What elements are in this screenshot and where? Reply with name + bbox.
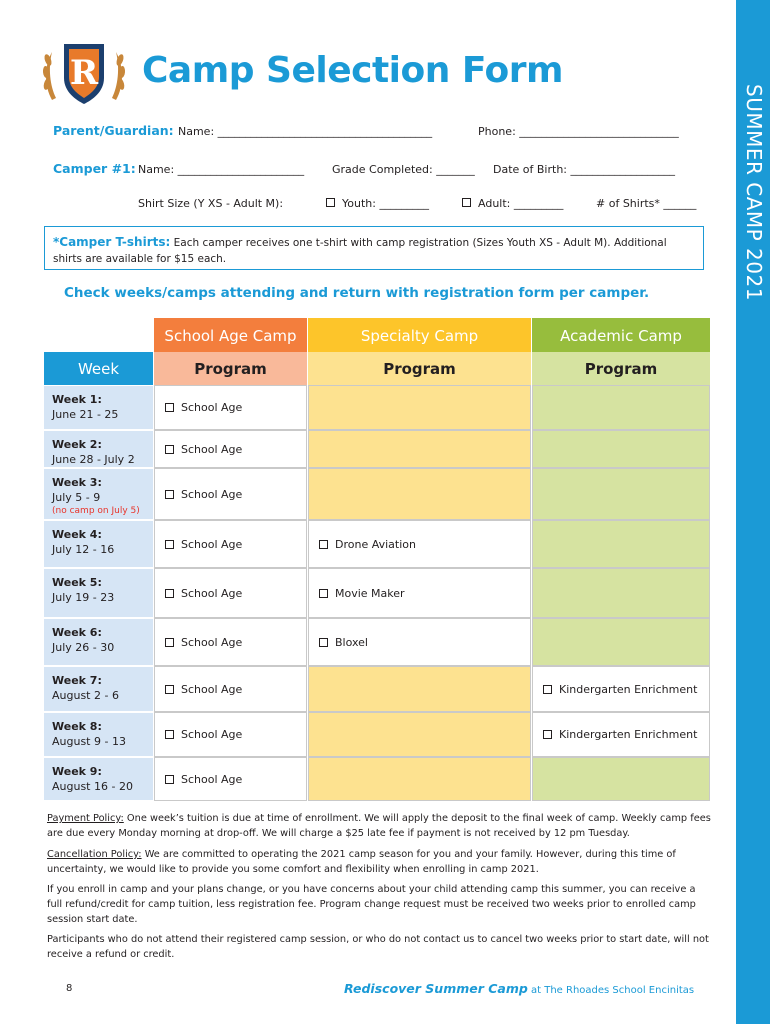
date-of-birth-field[interactable]: Date of Birth: ___________________ bbox=[493, 163, 675, 176]
academic-option-label: Kindergarten Enrichment bbox=[559, 728, 698, 741]
specialty-option[interactable] bbox=[308, 520, 531, 568]
checkbox-icon bbox=[543, 685, 552, 694]
academic-option[interactable] bbox=[532, 712, 710, 757]
academic-option[interactable] bbox=[532, 666, 710, 712]
week-cell bbox=[44, 385, 153, 430]
week-label: Week 3: bbox=[52, 476, 102, 489]
footer-location: at The Rhoades School Encinitas bbox=[527, 985, 695, 996]
checkbox-icon bbox=[165, 685, 174, 694]
specialty-program-header: Program bbox=[308, 352, 531, 385]
refund-policy: If you enroll in camp and your plans change, or you have concerns about your child attending camp this summer, you can receive a full refund/credit for camp tuition, less registration fee. Program change request must be received two weeks prior to enrolled camp session start date. bbox=[47, 884, 696, 925]
school-age-option-label: School Age bbox=[181, 635, 243, 649]
checkbox-icon bbox=[165, 540, 174, 549]
academic-program-header: Program bbox=[532, 352, 710, 385]
week-label: Week 8: bbox=[52, 720, 102, 733]
academic-option-label: Kindergarten Enrichment bbox=[559, 682, 698, 696]
school-age-header: School Age Camp bbox=[154, 318, 307, 353]
payment-policy-text: One week’s tuition is due at time of enrollment. We will apply the deposit to the final week of camp. Weekly camp fees are due every Monday morning at drop-off. We will charge a $25 late fee if payment is not received by 12 pm Tuesday. bbox=[47, 813, 711, 839]
school-age-program-header: Program bbox=[154, 352, 307, 385]
academic-empty-cell bbox=[532, 618, 710, 666]
school-age-option[interactable] bbox=[154, 712, 307, 757]
week-dates: August 9 - 13 bbox=[52, 735, 126, 748]
specialty-option-label: Movie Maker bbox=[335, 586, 405, 600]
week-label: Week 5: bbox=[52, 576, 102, 589]
week-label: Week 7: bbox=[52, 674, 102, 687]
school-age-option[interactable] bbox=[154, 468, 307, 520]
youth-shirt-option[interactable] bbox=[326, 197, 429, 210]
shirt-size-label: Shirt Size (Y XS - Adult M): bbox=[138, 197, 284, 210]
school-age-option[interactable] bbox=[154, 385, 307, 430]
checkbox-icon bbox=[462, 198, 471, 207]
specialty-empty-cell bbox=[308, 468, 531, 520]
parent-label: Parent/Guardian: bbox=[53, 123, 174, 138]
tshirt-notice-text: Each camper receives one t-shirt with camp registration (Sizes Youth XS - Adult M). Additional shirts are available for $15 each. bbox=[53, 237, 667, 265]
school-age-option[interactable] bbox=[154, 666, 307, 712]
tshirt-notice bbox=[44, 226, 704, 270]
cancellation-policy-label: Cancellation Policy: bbox=[47, 849, 142, 860]
week-label: Week 9: bbox=[52, 765, 102, 778]
adult-shirt-option[interactable] bbox=[462, 197, 563, 210]
specialty-header: Specialty Camp bbox=[308, 318, 531, 353]
school-age-option-label: School Age bbox=[181, 586, 243, 600]
week-dates: August 16 - 20 bbox=[52, 780, 133, 793]
logo-letter: R bbox=[69, 53, 99, 93]
specialty-empty-cell bbox=[308, 385, 531, 430]
week-cell bbox=[44, 568, 153, 618]
specialty-empty-cell bbox=[308, 757, 531, 801]
shirt-count-field[interactable]: # of Shirts* ______ bbox=[596, 197, 697, 210]
week-dates: June 28 - July 2 bbox=[52, 453, 135, 466]
week-dates: August 2 - 6 bbox=[52, 689, 119, 702]
week-cell bbox=[44, 468, 153, 520]
school-crest-logo bbox=[42, 38, 126, 108]
school-age-option-label: School Age bbox=[181, 728, 243, 741]
checkbox-icon bbox=[326, 198, 335, 207]
school-age-option[interactable] bbox=[154, 520, 307, 568]
footer bbox=[344, 981, 694, 996]
week-note: (no camp on July 5) bbox=[52, 506, 140, 516]
checkbox-icon bbox=[319, 589, 328, 598]
checkbox-icon bbox=[165, 638, 174, 647]
week-label: Week 6: bbox=[52, 626, 102, 639]
week-cell bbox=[44, 618, 153, 666]
school-age-option[interactable] bbox=[154, 568, 307, 618]
week-label: Week 2: bbox=[52, 438, 102, 451]
school-age-option[interactable] bbox=[154, 430, 307, 468]
parent-name-field[interactable]: Name: _______________________________________ bbox=[178, 125, 433, 138]
payment-policy bbox=[47, 811, 712, 841]
school-age-option-label: School Age bbox=[181, 682, 243, 696]
payment-policy-label: Payment Policy: bbox=[47, 813, 124, 824]
specialty-empty-cell bbox=[308, 712, 531, 757]
cancellation-policy-text: We are committed to operating the 2021 camp season for you and your family. However, during this time of uncertainty, we would like to provide you some comfort and flexibility when enrolling in camp 2021. bbox=[47, 849, 676, 875]
checkbox-icon bbox=[165, 490, 174, 499]
school-age-option-label: School Age bbox=[181, 537, 243, 551]
footer-brand: Rediscover Summer Camp bbox=[344, 981, 528, 996]
specialty-option[interactable] bbox=[308, 568, 531, 618]
academic-empty-cell bbox=[532, 385, 710, 430]
youth-shirt-label: Youth: _________ bbox=[342, 197, 429, 210]
specialty-option-label: Bloxel bbox=[335, 635, 368, 649]
week-dates: June 21 - 25 bbox=[52, 408, 119, 421]
week-cell bbox=[44, 757, 153, 801]
instructions: Check weeks/camps attending and return with registration form per camper. bbox=[64, 285, 650, 301]
week-dates: July 5 - 9 bbox=[52, 491, 101, 504]
school-age-option-label: School Age bbox=[181, 487, 243, 501]
checkbox-icon bbox=[165, 403, 174, 412]
camper-name-field[interactable]: Name: _______________________ bbox=[138, 163, 305, 176]
school-age-option-label: School Age bbox=[181, 442, 243, 456]
adult-shirt-label: Adult: _________ bbox=[478, 197, 564, 210]
school-age-option[interactable] bbox=[154, 618, 307, 666]
specialty-empty-cell bbox=[308, 430, 531, 468]
week-header: Week bbox=[44, 352, 153, 385]
checkbox-icon bbox=[319, 540, 328, 549]
week-cell bbox=[44, 520, 153, 568]
week-label: Week 4: bbox=[52, 528, 102, 541]
page-number: 8 bbox=[66, 983, 73, 994]
week-label: Week 1: bbox=[52, 393, 102, 406]
academic-header: Academic Camp bbox=[532, 318, 710, 353]
checkbox-icon bbox=[319, 638, 328, 647]
cancellation-policy bbox=[47, 847, 712, 877]
week-cell bbox=[44, 712, 153, 757]
academic-empty-cell bbox=[532, 568, 710, 618]
specialty-option[interactable] bbox=[308, 618, 531, 666]
school-age-option[interactable] bbox=[154, 757, 307, 801]
parent-phone-field[interactable]: Phone: _____________________________ bbox=[478, 125, 679, 138]
academic-empty-cell bbox=[532, 430, 710, 468]
checkbox-icon bbox=[543, 730, 552, 739]
tshirt-notice-heading: *Camper T-shirts: bbox=[53, 235, 171, 249]
camper-label: Camper #1: bbox=[53, 161, 136, 176]
week-dates: July 26 - 30 bbox=[52, 641, 115, 654]
academic-empty-cell bbox=[532, 520, 710, 568]
specialty-option-label: Drone Aviation bbox=[335, 537, 416, 551]
checkbox-icon bbox=[165, 730, 174, 739]
specialty-empty-cell bbox=[308, 666, 531, 712]
academic-empty-cell bbox=[532, 757, 710, 801]
academic-empty-cell bbox=[532, 468, 710, 520]
checkbox-icon bbox=[165, 775, 174, 784]
school-age-option-label: School Age bbox=[181, 401, 243, 414]
week-dates: July 12 - 16 bbox=[52, 543, 115, 556]
school-age-option-label: School Age bbox=[181, 772, 243, 786]
grade-completed-field[interactable]: Grade Completed: _______ bbox=[332, 163, 475, 176]
page-title: Camp Selection Form bbox=[142, 50, 564, 91]
checkbox-icon bbox=[165, 445, 174, 454]
week-dates: July 19 - 23 bbox=[52, 591, 115, 604]
checkbox-icon bbox=[165, 589, 174, 598]
side-title: SUMMER CAMP 2021 bbox=[742, 84, 766, 301]
week-cell bbox=[44, 430, 153, 468]
no-show-policy: Participants who do not attend their registered camp session, or who do not contact us to cancel two weeks prior to start date, will not receive a refund or credit. bbox=[47, 934, 709, 960]
week-cell bbox=[44, 666, 153, 712]
